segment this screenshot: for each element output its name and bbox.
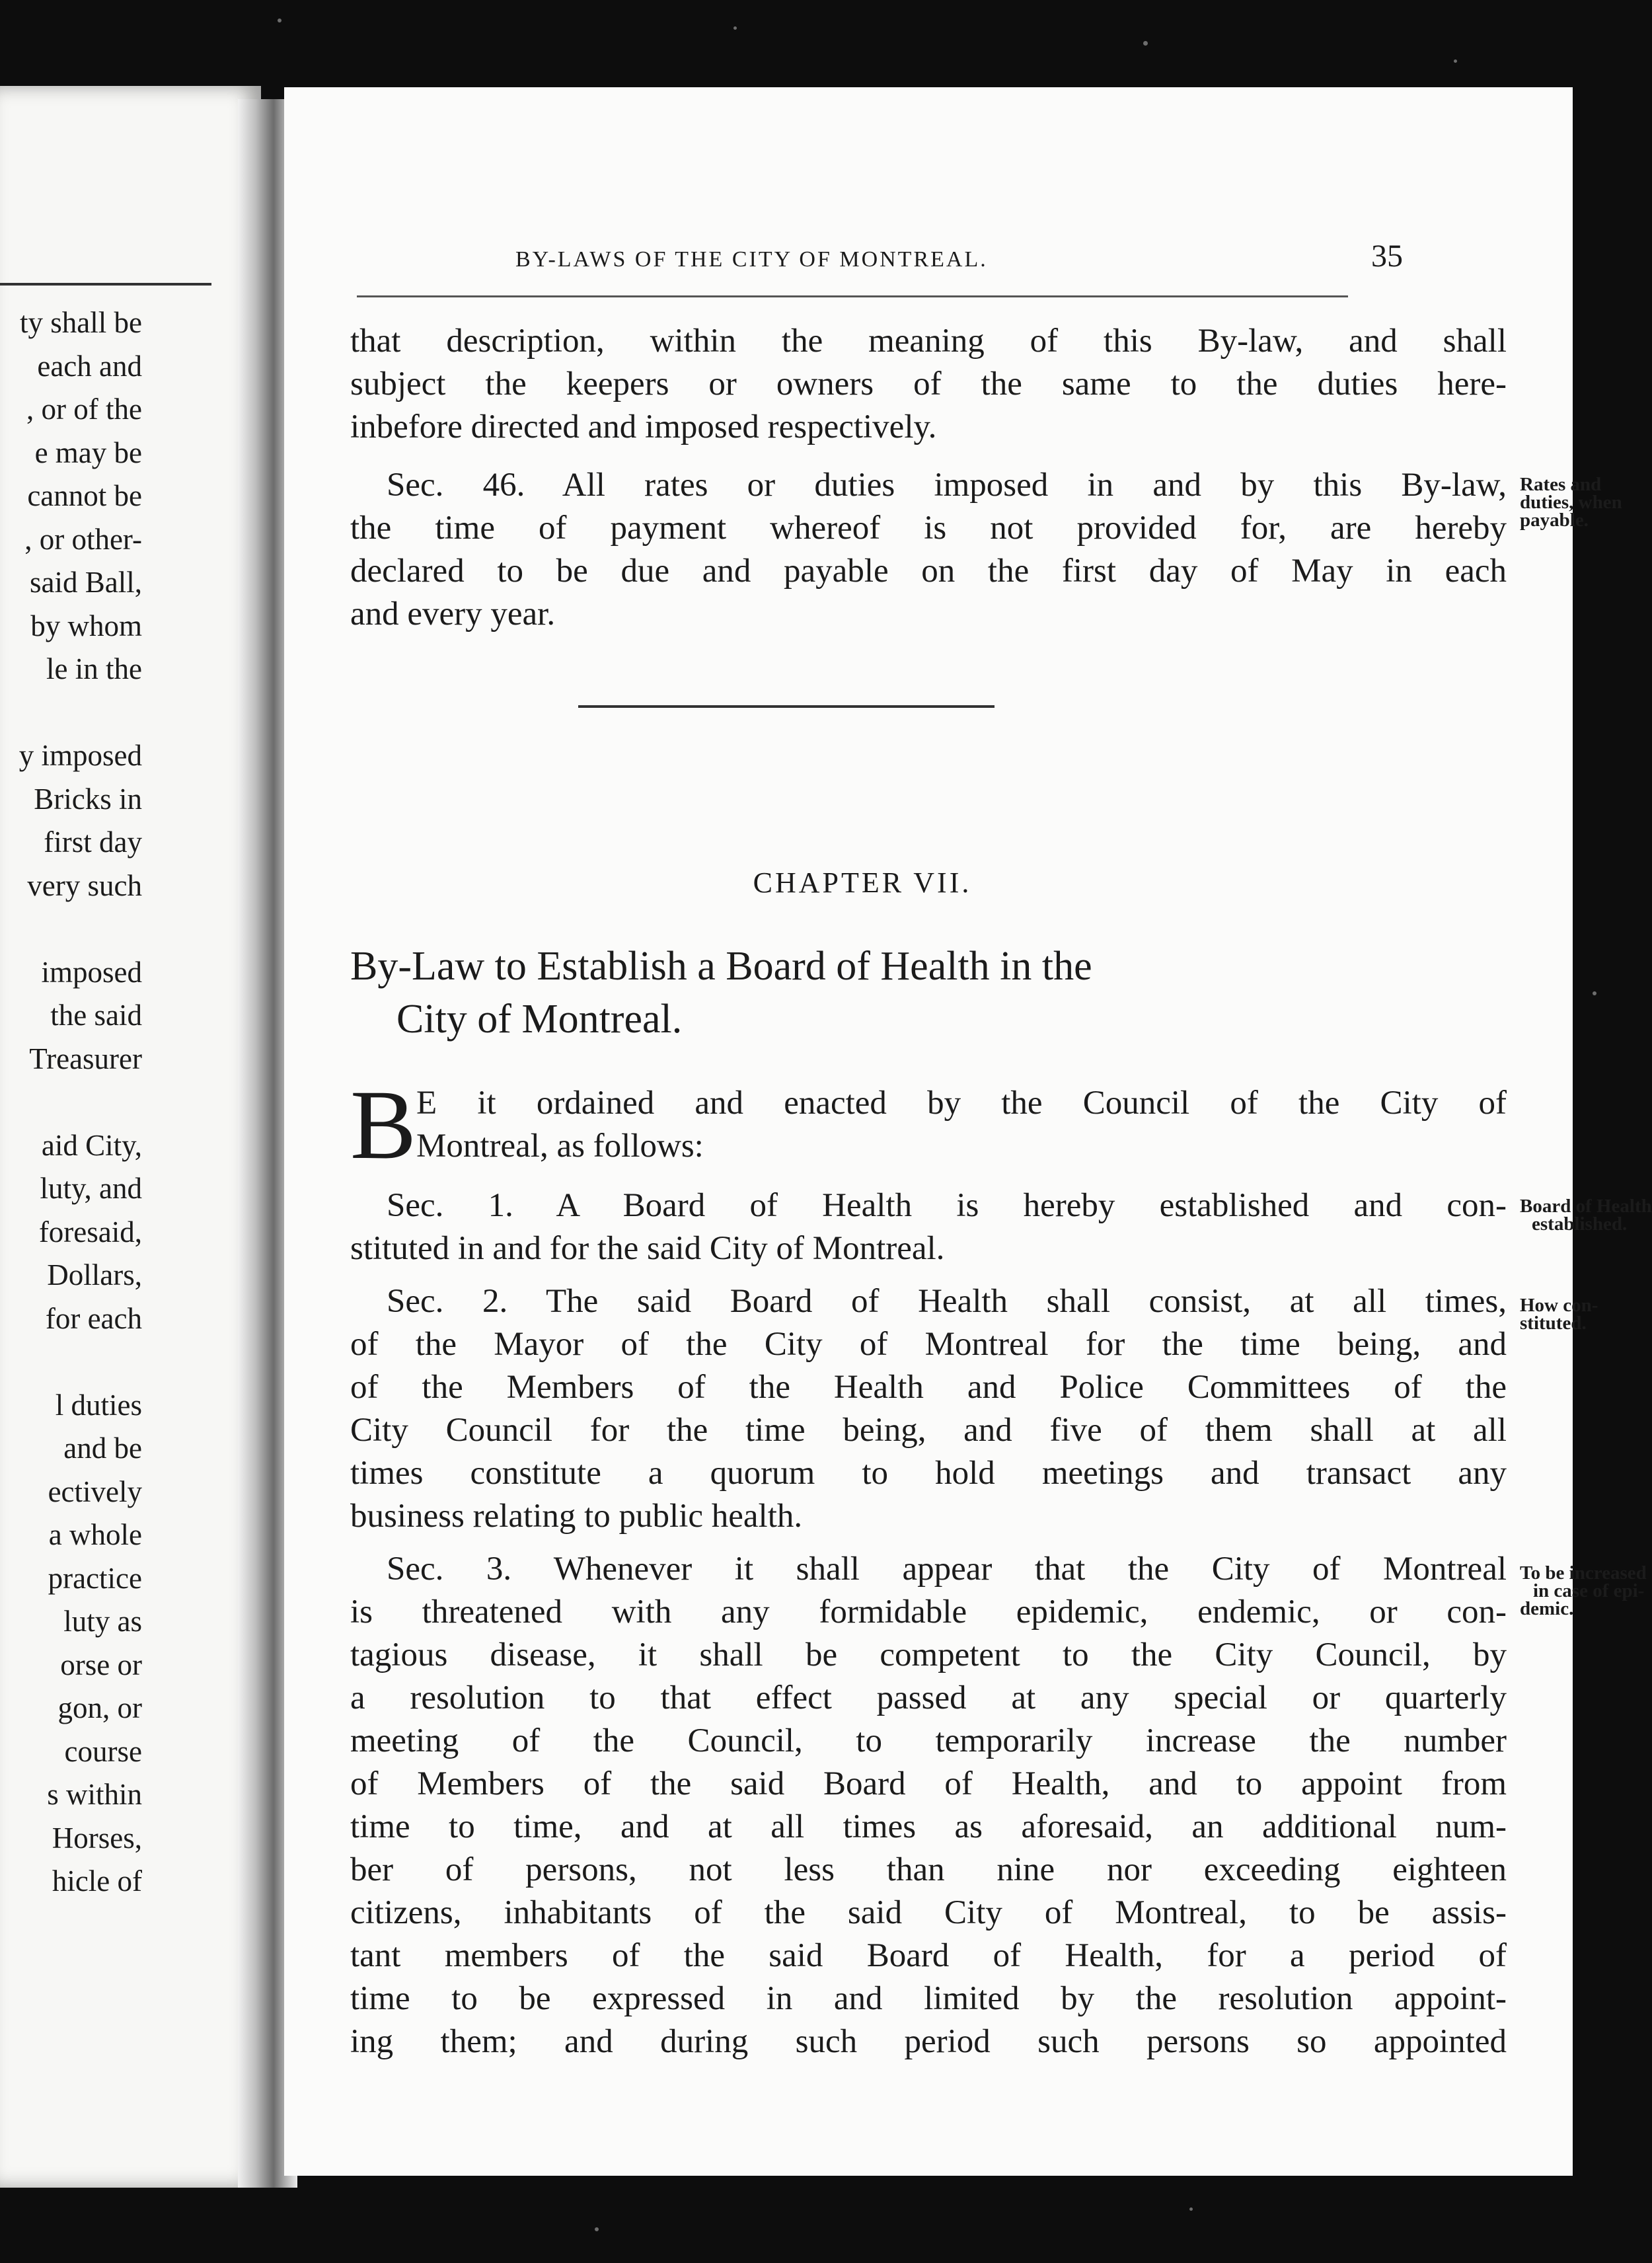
left-page-line: e may be <box>34 436 142 469</box>
text-line: of the Members of the Health and Police Committees of the <box>350 1369 1507 1406</box>
left-page-line: hicle of <box>52 1864 142 1898</box>
text-line: time to time, and at all times as aforesaid, an additional num- <box>350 1808 1507 1845</box>
book-page <box>284 87 1652 2176</box>
text-line: E it ordained and enacted by the Council of the City of <box>416 1085 1507 1122</box>
margin-note-line: Board of Health <box>1520 1196 1652 1217</box>
text-line: declared to be due and payable on the first day of May in each <box>350 553 1507 590</box>
left-facing-page <box>0 86 261 2188</box>
left-page-line: ectively <box>48 1475 142 1508</box>
text-line: business relating to public health. <box>350 1498 803 1535</box>
dust-speck <box>733 26 737 30</box>
text-line: inbefore directed and imposed respectively. <box>350 408 937 445</box>
text-line: tant members of the said Board of Health, for a period of <box>350 1937 1507 1974</box>
dust-speck <box>595 2227 599 2231</box>
dust-speck <box>1593 991 1596 995</box>
running-head: BY-LAWS OF THE CITY OF MONTREAL. <box>515 247 988 272</box>
text-line: times constitute a quorum to hold meetings and transact any <box>350 1455 1507 1492</box>
left-page-line: a whole <box>48 1518 142 1551</box>
left-page-line: , or other- <box>24 522 142 556</box>
section-1 <box>350 1184 1513 1270</box>
margin-note-rates <box>1520 476 1622 529</box>
left-page-line: cannot be <box>27 479 142 512</box>
left-page-line: for each <box>45 1301 142 1335</box>
page-number: 35 <box>1371 239 1403 274</box>
text-line: Sec. 2. The said Board of Health shall consist, at all times, <box>387 1283 1507 1320</box>
left-page-line: gon, or <box>57 1691 142 1724</box>
text-line: Montreal, as follows: <box>416 1128 704 1165</box>
text-line: subject the keepers or owners of the same to the duties here- <box>350 365 1507 403</box>
margin-note-line: stituted. <box>1520 1313 1587 1334</box>
title-line: City of Montreal. <box>396 997 683 1042</box>
left-page-line: Dollars, <box>47 1258 142 1291</box>
text-line: stituted in and for the said City of Montreal. <box>350 1230 945 1267</box>
margin-note-line: established. <box>1532 1213 1628 1235</box>
text-line: of Members of the said Board of Health, and to appoint from <box>350 1765 1507 1802</box>
opening-paragraph <box>350 320 1513 449</box>
section-divider <box>578 705 995 708</box>
margin-note-line: demic. <box>1520 1598 1574 1619</box>
left-page-line: s within <box>47 1778 142 1811</box>
left-page-line: each and <box>37 349 142 383</box>
left-page-line: said Ball, <box>30 566 142 599</box>
section-2 <box>350 1280 1513 1538</box>
dust-speck <box>278 19 282 22</box>
drop-cap: B <box>350 1070 417 1180</box>
chapter-title <box>350 940 1092 1046</box>
text-line: the time of payment whereof is not provided for, are hereby <box>350 510 1507 547</box>
dust-speck <box>1454 59 1457 63</box>
left-page-line: by whom <box>30 609 142 642</box>
margin-note-board <box>1520 1198 1652 1233</box>
left-page-line: Treasurer <box>29 1042 142 1075</box>
section-3 <box>350 1548 1513 2063</box>
chapter-heading: CHAPTER VII. <box>753 866 972 899</box>
text-line: that description, within the meaning of this By-law, and shall <box>350 323 1507 360</box>
text-line: ing them; and during such period such persons so appointed <box>350 2023 1507 2060</box>
text-line: Sec. 3. Whenever it shall appear that the City of Montreal <box>387 1551 1507 1588</box>
text-line: citizens, inhabitants of the said City of Montreal, to be assis- <box>350 1894 1507 1931</box>
text-line: tagious disease, it shall be competent to the City Council, by <box>350 1636 1507 1673</box>
left-page-line: and be <box>63 1432 142 1465</box>
text-line: a resolution to that effect passed at any special or quarterly <box>350 1679 1507 1716</box>
left-page-line: le in the <box>46 652 142 685</box>
text-line: meeting of the Council, to temporarily increase the number <box>350 1722 1507 1759</box>
left-page-line: luty as <box>63 1605 142 1638</box>
left-page-line: , or of the <box>26 393 142 426</box>
dust-speck <box>1143 41 1148 46</box>
left-page-line: aid City, <box>41 1128 142 1162</box>
left-page-line: course <box>64 1734 142 1768</box>
title-line: By-Law to Establish a Board of Health in the <box>350 944 1092 989</box>
left-page-rule <box>0 283 211 286</box>
left-page-line: ty shall be <box>20 306 142 339</box>
text-line: Sec. 1. A Board of Health is hereby established and con- <box>387 1187 1507 1224</box>
left-page-line: orse or <box>60 1648 142 1681</box>
text-line: of the Mayor of the City of Montreal for the time being, and <box>350 1326 1507 1363</box>
left-page-line: luty, and <box>40 1172 142 1205</box>
margin-note-line: in case of epi- <box>1533 1580 1645 1601</box>
left-page-line: imposed <box>41 955 142 989</box>
text-line: City Council for the time being, and five of them shall at all <box>350 1412 1507 1449</box>
left-page-line: first day <box>44 825 142 859</box>
text-line: time to be expressed in and limited by the resolution appoint- <box>350 1980 1507 2017</box>
left-page-line: very such <box>27 868 142 902</box>
left-page-line: y imposed <box>19 739 142 772</box>
text-line: and every year. <box>350 595 556 633</box>
left-page-line: Horses, <box>52 1821 142 1855</box>
left-page-line: practice <box>48 1561 142 1595</box>
text-line: Sec. 46. All rates or duties imposed in and by this By-law, <box>387 467 1507 504</box>
section-46 <box>350 464 1513 636</box>
margin-note-how <box>1520 1297 1598 1332</box>
text-line: is threatened with any formidable epidemic, endemic, or con- <box>350 1593 1507 1630</box>
left-page-line: foresaid, <box>38 1215 142 1248</box>
margin-note-line: duties, when <box>1520 492 1622 513</box>
margin-note-increase <box>1520 1564 1647 1618</box>
left-page-line: the said <box>50 999 142 1032</box>
left-page-line: l duties <box>55 1388 142 1422</box>
left-page-line: Bricks in <box>34 782 142 816</box>
margin-note-line: Rates and <box>1520 474 1602 495</box>
text-line: ber of persons, not less than nine nor exceeding eighteen <box>350 1851 1507 1888</box>
margin-note-line: To be increased <box>1520 1562 1647 1584</box>
margin-note-line: How con- <box>1520 1295 1598 1316</box>
header-rule <box>357 295 1348 297</box>
margin-note-line: payable. <box>1520 510 1589 531</box>
dust-speck <box>1189 2207 1193 2211</box>
